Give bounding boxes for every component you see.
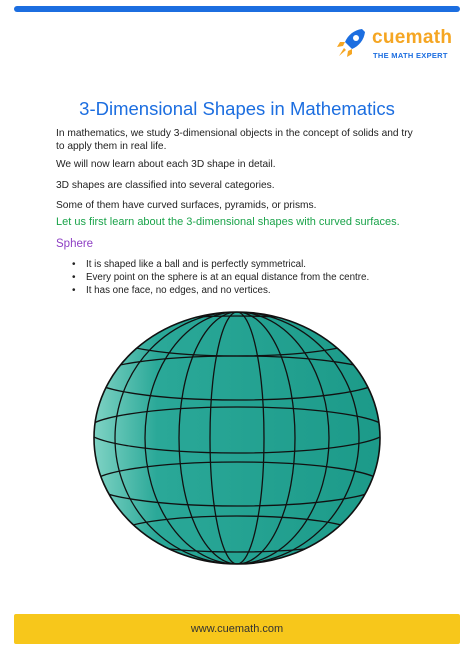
- list-item: • It is shaped like a ball and is perfectly symmetrical.: [56, 258, 369, 271]
- top-accent-bar: [14, 6, 460, 12]
- cuemath-logo[interactable]: [334, 26, 454, 66]
- categories-paragraph: 3D shapes are classified into several categories.: [56, 180, 275, 191]
- footer-url-link[interactable]: www.cuemath.com: [190, 623, 284, 635]
- lead-text: Let us first learn about the 3-dimensional shapes with curved surfaces.: [56, 216, 400, 228]
- types-paragraph: Some of them have curved surfaces, pyramids, or prisms.: [56, 200, 317, 211]
- section-title-sphere: Sphere: [56, 238, 94, 250]
- list-item: • Every point on the sphere is at an equal distance from the centre.: [56, 271, 369, 284]
- sphere-illustration: [90, 308, 384, 568]
- page-title: 3-Dimensional Shapes in Mathematics: [79, 98, 395, 119]
- sphere-body: [94, 312, 380, 564]
- intro-paragraph: In mathematics, we study 3-dimensional objects in the concept of solids and try to apply them in real life.: [56, 128, 413, 152]
- rocket-icon: [334, 26, 368, 60]
- sphere-properties-list: [56, 258, 369, 297]
- detail-paragraph: We will now learn about each 3D shape in detail.: [56, 159, 276, 170]
- list-item: • It has one face, no edges, and no vertices.: [56, 284, 369, 297]
- footer-bar: [14, 614, 460, 644]
- brand-name: cuemath: [372, 27, 453, 48]
- brand-tagline: THE MATH EXPERT: [373, 51, 448, 60]
